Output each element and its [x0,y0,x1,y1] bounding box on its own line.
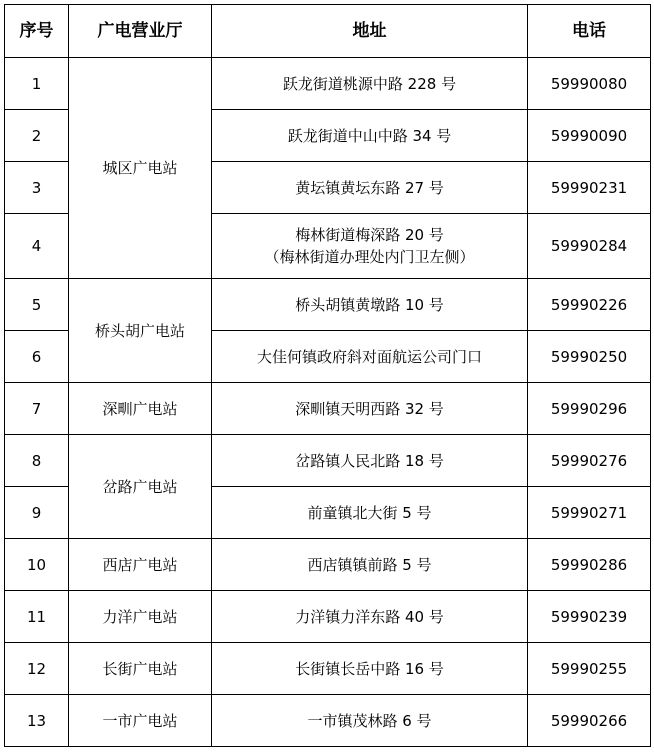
row-phone: 59990266 [528,695,651,747]
row-no: 1 [5,58,69,110]
row-address: 黄坛镇黄坛东路 27 号 [212,162,528,214]
row-no: 4 [5,214,69,279]
row-address: 大佳何镇政府斜对面航运公司门口 [212,331,528,383]
row-phone: 59990276 [528,435,651,487]
row-phone: 59990284 [528,214,651,279]
row-hall: 岔路广电站 [69,435,212,539]
row-no: 13 [5,695,69,747]
row-address: 跃龙街道桃源中路 228 号 [212,58,528,110]
table-row [5,591,651,643]
header-address: 地址 [212,5,528,58]
table-row [5,58,651,110]
header-hall: 广电营业厅 [69,5,212,58]
row-no: 2 [5,110,69,162]
row-no: 7 [5,383,69,435]
row-hall: 长街广电站 [69,643,212,695]
row-address: 一市镇茂林路 6 号 [212,695,528,747]
row-address: 跃龙街道中山中路 34 号 [212,110,528,162]
row-no: 12 [5,643,69,695]
row-no: 8 [5,435,69,487]
row-phone: 59990231 [528,162,651,214]
service-hall-table [4,4,651,747]
table-row [5,643,651,695]
row-hall: 一市广电站 [69,695,212,747]
row-phone: 59990250 [528,331,651,383]
row-no: 6 [5,331,69,383]
row-address: 深甽镇天明西路 32 号 [212,383,528,435]
row-no: 10 [5,539,69,591]
table-row [5,383,651,435]
table-row [5,539,651,591]
row-address: 西店镇镇前路 5 号 [212,539,528,591]
row-hall: 深甽广电站 [69,383,212,435]
row-phone: 59990296 [528,383,651,435]
header-row [5,5,651,58]
row-no: 5 [5,279,69,331]
row-phone: 59990239 [528,591,651,643]
row-hall: 城区广电站 [69,58,212,279]
row-no: 11 [5,591,69,643]
row-address-cell [212,214,528,279]
row-address: 岔路镇人民北路 18 号 [212,435,528,487]
row-no: 3 [5,162,69,214]
row-address: 长街镇长岳中路 16 号 [212,643,528,695]
row-address: 梅林街道梅深路 20 号 [295,226,444,244]
row-address-note: （梅林街道办理处内门卫左侧） [264,248,475,266]
table-row [5,279,651,331]
row-no: 9 [5,487,69,539]
row-phone: 59990271 [528,487,651,539]
header-phone: 电话 [528,5,651,58]
row-phone: 59990080 [528,58,651,110]
header-no: 序号 [5,5,69,58]
row-phone: 59990255 [528,643,651,695]
table-row [5,695,651,747]
row-hall: 力洋广电站 [69,591,212,643]
table-row [5,435,651,487]
row-hall: 西店广电站 [69,539,212,591]
row-phone: 59990090 [528,110,651,162]
row-hall: 桥头胡广电站 [69,279,212,383]
row-address: 力洋镇力洋东路 40 号 [212,591,528,643]
row-address: 桥头胡镇黄墩路 10 号 [212,279,528,331]
row-phone: 59990286 [528,539,651,591]
row-phone: 59990226 [528,279,651,331]
row-address: 前童镇北大街 5 号 [212,487,528,539]
